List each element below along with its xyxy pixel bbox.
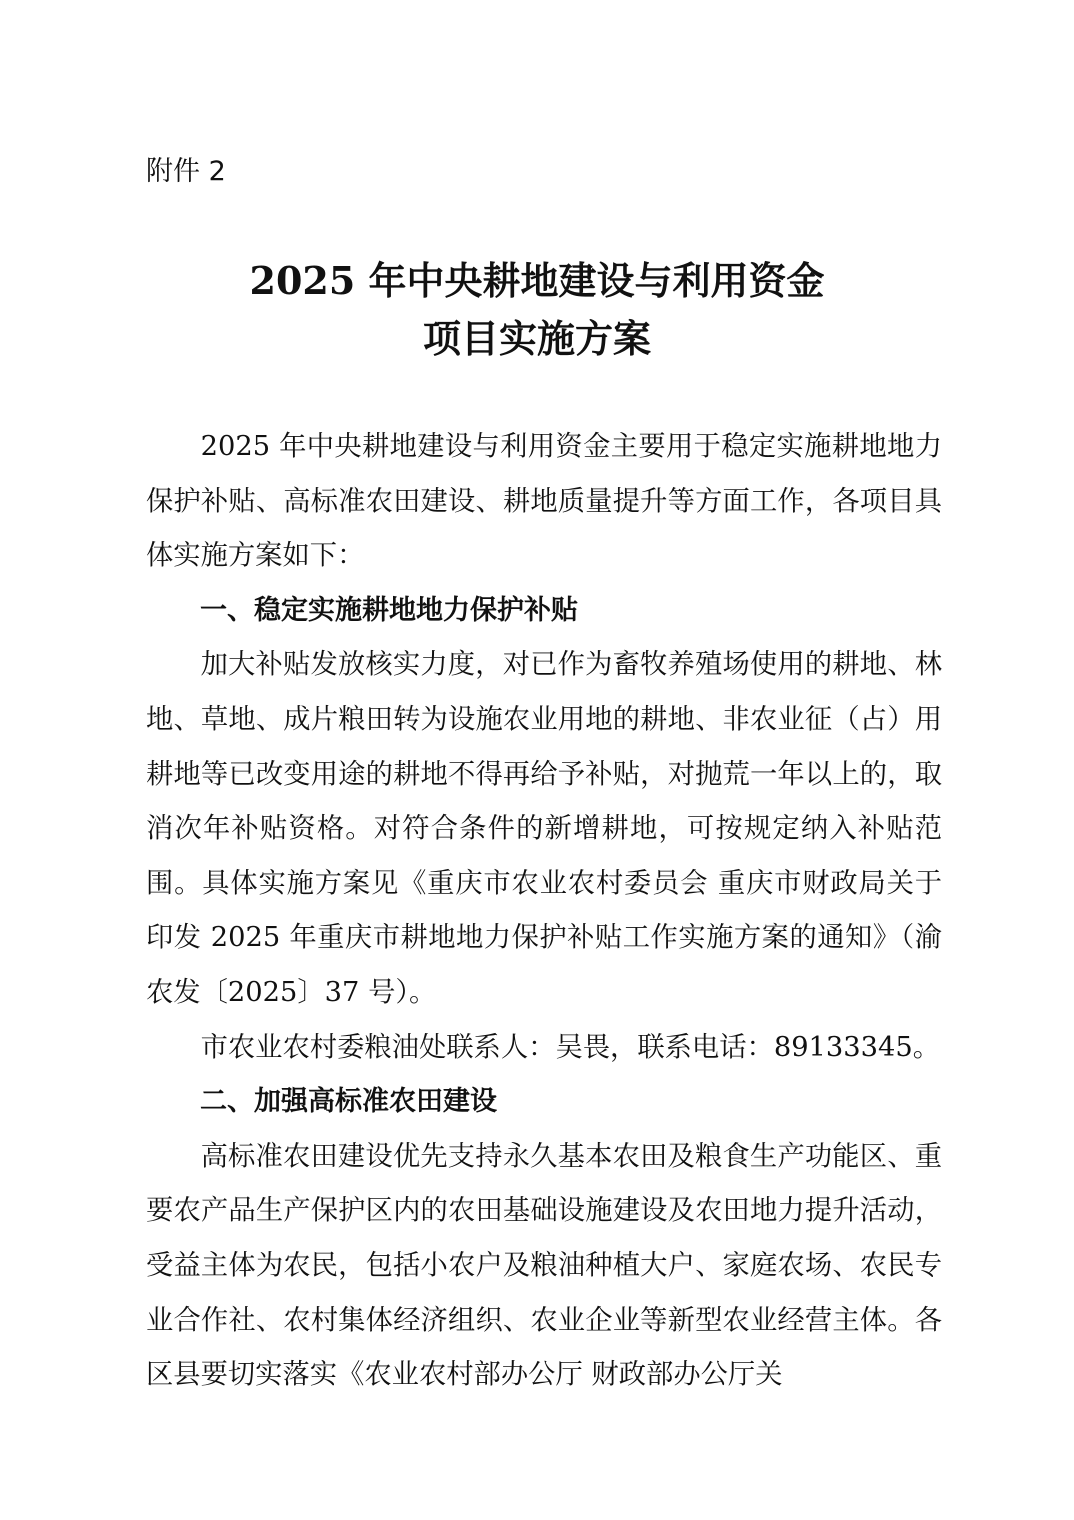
title-line-1: 2025 年中央耕地建设与利用资金 bbox=[249, 258, 825, 303]
section-1-contact: 市农业农村委粮油处联系人：吴畏，联系电话：89133345。 bbox=[200, 1031, 941, 1063]
section-1-paragraph: 加大补贴发放核实力度，对已作为畜牧养殖场使用的耕地、林地、草地、成片粮田转为设施农业用地的耕地、非农业征（占）用耕地等已改变用途的耕地不得再给予补贴，对抛荒一年以上的，取消次年补贴资格。对符合条件的新增耕地，可按规定纳入补贴范围。具体实施方案见《重庆市农业农村委员会 重庆市财政局关于印发 2025 年重庆市耕地地力保护补贴工作实施方案的通知》（渝农发〔2025〕37 号）。 bbox=[146, 649, 942, 1008]
section-1-heading: 一、稳定实施耕地地力保护补贴 bbox=[200, 594, 578, 626]
intro-paragraph: 2025 年中央耕地建设与利用资金主要用于稳定实施耕地地力保护补贴、高标准农田建设、耕地质量提升等方面工作，各项目具体实施方案如下： bbox=[146, 431, 942, 572]
attachment-label: 附件 2 bbox=[146, 156, 226, 187]
document-title bbox=[0, 252, 1074, 368]
section-2-heading: 二、加强高标准农田建设 bbox=[200, 1086, 497, 1118]
title-line-2: 项目实施方案 bbox=[422, 316, 651, 361]
document-body bbox=[146, 420, 942, 1403]
section-2-paragraph: 高标准农田建设优先支持永久基本农田及粮食生产功能区、重要农产品生产保护区内的农田基础设施建设及农田地力提升活动，受益主体为农民，包括小农户及粮油种植大户、家庭农场、农民专业合作社、农村集体经济组织、农业企业等新型农业经营主体。各区县要切实落实《农业农村部办公厅 财政部办公厅关 bbox=[146, 1140, 942, 1391]
